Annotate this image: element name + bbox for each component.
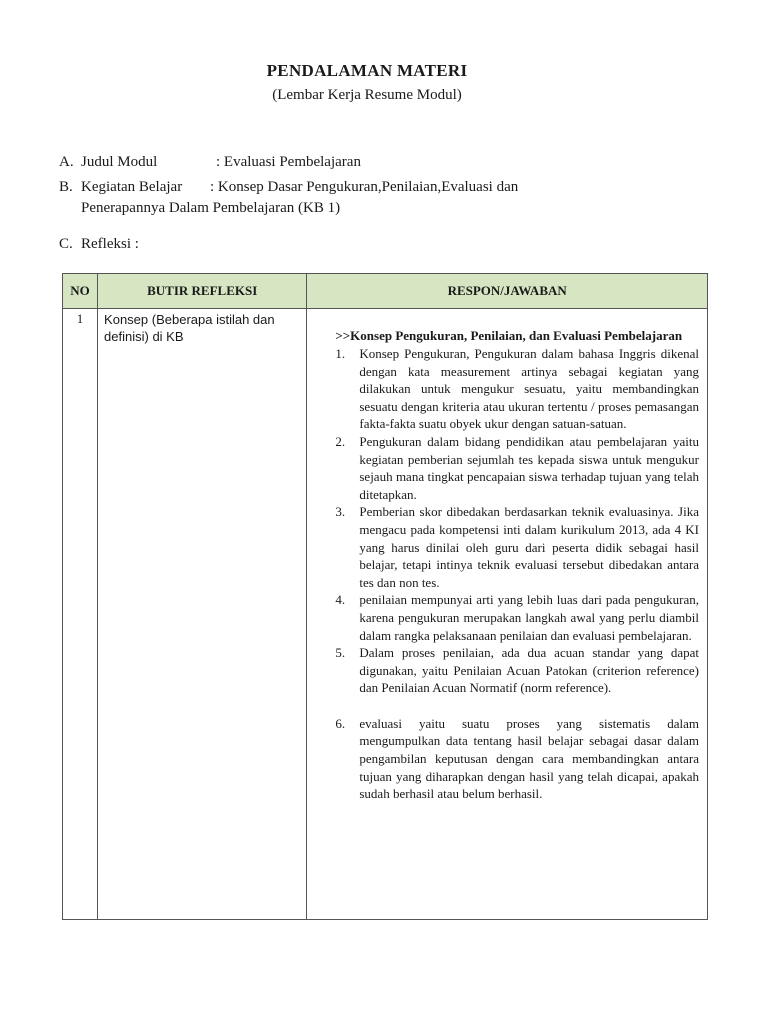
list-item-number: 3.: [335, 504, 346, 520]
list-item: [335, 644, 699, 697]
info-letter-a: A.: [59, 154, 74, 170]
row-number: 1: [63, 309, 98, 920]
respon-heading: >>Konsep Pengukuran, Penilaian, dan Evaluasi Pembelajaran: [335, 328, 683, 343]
list-item-text: penilaian mempunyai arti yang lebih luas dari pada pengukuran, karena pengukuran merupakan langkah awal yang perlu diambil dalam rangka pelaksanaan penilaian dan evaluasi pembelajaran.: [359, 592, 699, 643]
list-item: [335, 433, 699, 503]
list-item-text: Konsep Pengukuran, Pengukuran dalam bahasa Inggris dikenal dengan kata measurement artinya sebagai kegiatan yang dilakukan untuk mengukur sesuatu, yaitu membandingkan sesuatu dengan kriteria atau ukuran tertentu / proses pemasangan fakta-fakta suatu obyek ukur dengan satuan-satuan.: [359, 346, 699, 432]
info-kegiatan-belajar: [59, 177, 719, 219]
info-value-kegiatan-belajar-cont: Penerapannya Dalam Pembelajaran (KB 1): [81, 200, 341, 216]
respon-cell: [307, 309, 708, 920]
info-label-kegiatan-belajar: Kegiatan Belajar: [81, 179, 183, 195]
list-item: [335, 345, 699, 433]
info-label-judul-modul: Judul Modul: [81, 154, 158, 170]
table-header-row: [63, 274, 708, 309]
list-item-number: 6.: [335, 715, 346, 731]
list-item-text: evaluasi yaitu suatu proses yang sistematis dalam mengumpulkan data tentang hasil belajar sebagai dasar dalam pengambilan keputusan dengan cara membandingkan antara tujuan yang diharapkan dengan hasil yang telah dicapai, apakah sudah berhasil atau belum berhasil.: [359, 715, 699, 802]
respon-points-list: [335, 345, 699, 803]
info-judul-modul: [59, 152, 719, 173]
info-letter-b: B.: [59, 179, 73, 195]
list-item-text: Dalam proses penilaian, ada dua acuan standar yang dapat digunakan, yaitu Penilaian Acuan Patokan (criterion reference) dan Penilaian Acuan Normatif (norm reference).: [359, 645, 699, 696]
reflection-table: [62, 273, 708, 920]
table-row: [63, 309, 708, 920]
info-letter-c: C.: [59, 236, 73, 252]
header-no: NO: [63, 274, 98, 309]
list-item-number: 5.: [335, 645, 346, 661]
list-item-text: Pengukuran dalam bidang pendidikan atau pembelajaran yaitu kegiatan pemberian sejumlah tes kepada siswa untuk mengukur sejauh mana tingkat pencapaian siswa terhadap tujuan yang telah ditetapkan.: [359, 433, 699, 502]
info-label-refleksi: Refleksi :: [81, 236, 139, 252]
list-item: [335, 715, 699, 803]
info-value-kegiatan-belajar: : Konsep Dasar Pengukuran,Penilaian,Evaluasi dan: [210, 179, 519, 195]
page-subtitle: (Lembar Kerja Resume Modul): [272, 87, 462, 103]
list-item-text: Pemberian skor dibedakan berdasarkan teknik evaluasinya. Jika mengacu pada kompetensi inti dalam kurikulum 2013, ada 4 KI yang harus dinilai oleh guru dari peserta didik sebagai hasil belajar, tetapi intinya teknik evaluasi tersebut dibedakan antara tes dan non tes.: [359, 504, 699, 590]
info-value-judul-modul: : Evaluasi Pembelajaran: [216, 154, 361, 170]
page-title: PENDALAMAN MATERI: [266, 61, 468, 80]
list-item-number: 1.: [335, 346, 346, 361]
butir-cell: Konsep (Beberapa istilah dan definisi) di KB: [98, 309, 307, 920]
header-butir-refleksi: BUTIR REFLEKSI: [98, 274, 307, 309]
list-item-number: 2.: [335, 433, 346, 449]
list-item: [335, 503, 699, 591]
list-item-number: 4.: [335, 592, 346, 608]
info-refleksi: [59, 234, 719, 255]
header-respon-jawaban: RESPON/JAWABAN: [307, 274, 708, 309]
list-item: [335, 591, 699, 644]
